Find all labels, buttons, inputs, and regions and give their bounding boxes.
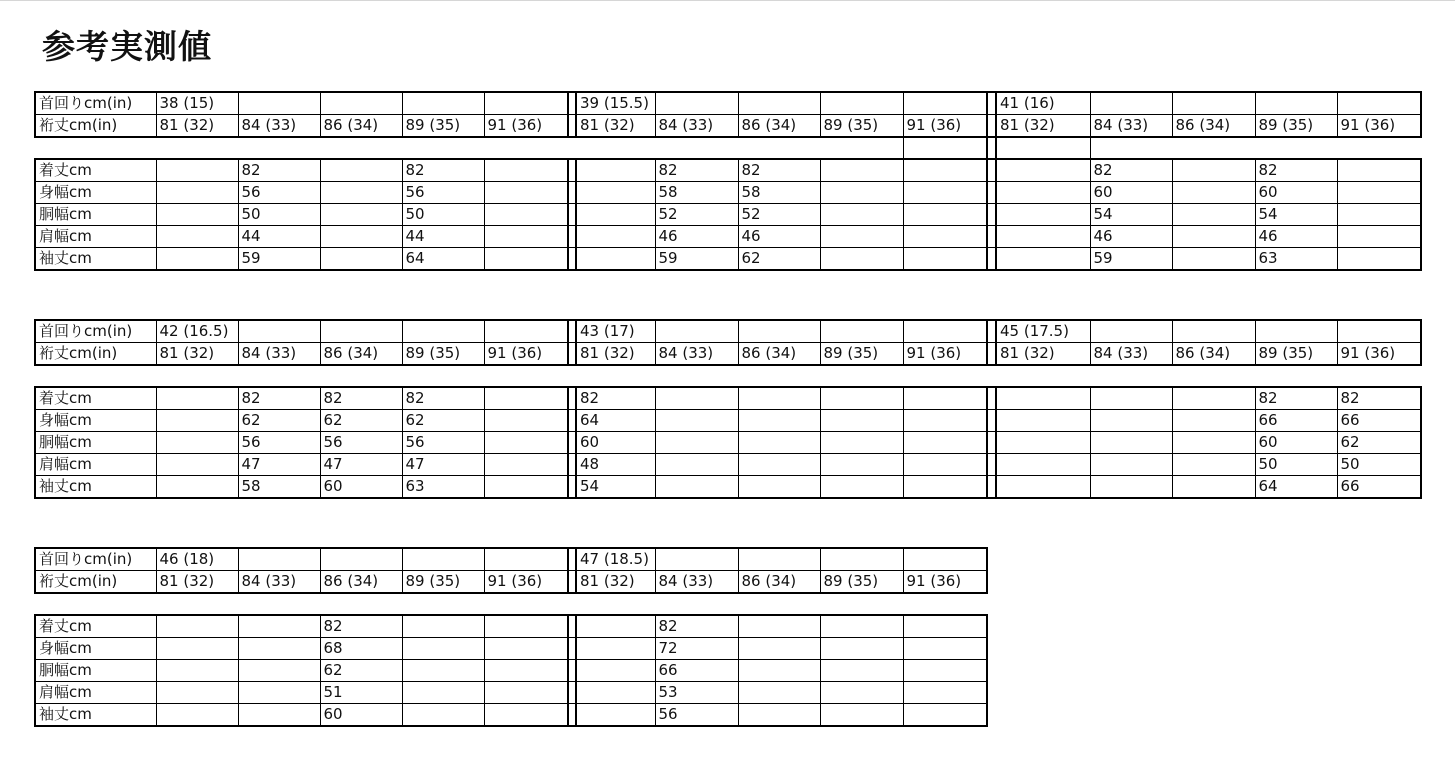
measure-label: 身幅cm: [35, 410, 156, 432]
sleeve-size: 86 (34): [320, 571, 402, 594]
sleeve-size: 86 (34): [320, 115, 402, 138]
sleeve-size: 86 (34): [738, 115, 820, 138]
measure-label: 胴幅cm: [35, 432, 156, 454]
sleeve-size: 91 (36): [903, 343, 987, 366]
neck-size: 38 (15): [156, 92, 238, 115]
sleeve-size: 84 (33): [655, 571, 738, 594]
sleeve-size: 91 (36): [484, 571, 568, 594]
sleeve-size: 84 (33): [1090, 343, 1172, 366]
page-title: 参考実測値: [42, 27, 212, 66]
measure-label: 肩幅cm: [35, 454, 156, 476]
measurement-band-3: 首回りcm(in) 46 (18) 47 (18.5) 裄丈cm(in) 81 (32) 84 (33) 86 (34) 89 (35) 91 (36) 81 (32) 84 (33) 86 (34) 89 (35) 91 (36) 着丈cm 82 82 身幅cm 68 72 胴幅cm 62 66 肩幅cm 51 53 袖丈cm 60 56: [34, 547, 988, 727]
measure-label: 着丈cm: [35, 615, 156, 638]
sleeve-size: 89 (35): [820, 115, 903, 138]
measure-label: 身幅cm: [35, 638, 156, 660]
sleeve-length-label: 裄丈cm(in): [35, 343, 156, 366]
neck-size: 46 (18): [156, 548, 238, 571]
sleeve-size: 86 (34): [320, 343, 402, 366]
measurement-band-1: 首回りcm(in) 38 (15) 39 (15.5) 41 (16) 裄丈cm(in) 81 (32) 84 (33) 86 (34) 89 (35) 91 (36) 81 (32) 84 (33) 86 (34) 89 (35) 91 (36) 81 (32) 84 (33) 86 (34) 89 (35) 91 (36) 着丈cm 82 82 82 82 82 82 身幅cm 56 56 58 58 60 60 胴幅cm 50 50 52 52 54 54 肩幅cm 44 44 46 46 46 46 袖丈cm 59 64 59 62 59 63: [34, 91, 1422, 271]
neck-size: 45 (17.5): [996, 320, 1090, 343]
sleeve-size: 89 (35): [820, 571, 903, 594]
sleeve-size: 81 (32): [156, 343, 238, 366]
sleeve-size: 91 (36): [1337, 343, 1421, 366]
sleeve-size: 81 (32): [576, 115, 655, 138]
sleeve-size: 91 (36): [484, 115, 568, 138]
top-divider: [0, 0, 1455, 1]
neck-size: 41 (16): [996, 92, 1090, 115]
measure-label: 身幅cm: [35, 182, 156, 204]
sleeve-size: 81 (32): [996, 115, 1090, 138]
sleeve-size: 91 (36): [1337, 115, 1421, 138]
measure-label: 袖丈cm: [35, 704, 156, 727]
measure-label: 肩幅cm: [35, 226, 156, 248]
measurement-band-2: 首回りcm(in) 42 (16.5) 43 (17) 45 (17.5) 裄丈cm(in) 81 (32) 84 (33) 86 (34) 89 (35) 91 (36) 81 (32) 84 (33) 86 (34) 89 (35) 91 (36) 81 (32) 84 (33) 86 (34) 89 (35) 91 (36) 着丈cm 82 82 82 82 82 82 身幅cm 62 62 62 64 66 66 胴幅cm 56 56 56 60 60 62 肩幅cm 47 47 47 48 50 50 袖丈cm 58 60 63 54 64 66: [34, 319, 1422, 499]
sleeve-size: 84 (33): [655, 343, 738, 366]
sleeve-size: 91 (36): [903, 571, 987, 594]
sleeve-size: 89 (35): [402, 571, 484, 594]
measure-label: 袖丈cm: [35, 476, 156, 499]
sleeve-size: 81 (32): [156, 115, 238, 138]
sleeve-length-label: 裄丈cm(in): [35, 571, 156, 594]
sleeve-size: 84 (33): [238, 343, 320, 366]
sleeve-size: 89 (35): [402, 343, 484, 366]
sleeve-size: 84 (33): [238, 115, 320, 138]
sleeve-size: 86 (34): [738, 571, 820, 594]
neck-size: 42 (16.5): [156, 320, 238, 343]
measure-label: 胴幅cm: [35, 204, 156, 226]
sleeve-size: 86 (34): [1172, 343, 1255, 366]
sleeve-size: 91 (36): [903, 115, 987, 138]
neck-label: 首回りcm(in): [35, 320, 156, 343]
sleeve-size: 89 (35): [1255, 115, 1337, 138]
neck-size: 47 (18.5): [576, 548, 655, 571]
sleeve-size: 89 (35): [402, 115, 484, 138]
sleeve-size: 81 (32): [156, 571, 238, 594]
sleeve-size: 91 (36): [484, 343, 568, 366]
sleeve-size: 81 (32): [576, 571, 655, 594]
sleeve-size: 81 (32): [996, 343, 1090, 366]
sleeve-size: 81 (32): [576, 343, 655, 366]
sleeve-size: 89 (35): [1255, 343, 1337, 366]
sleeve-size: 84 (33): [655, 115, 738, 138]
neck-label: 首回りcm(in): [35, 548, 156, 571]
measure-label: 着丈cm: [35, 387, 156, 410]
neck-size: 39 (15.5): [576, 92, 655, 115]
neck-label: 首回りcm(in): [35, 92, 156, 115]
sleeve-size: 84 (33): [238, 571, 320, 594]
neck-size: 43 (17): [576, 320, 655, 343]
sleeve-size: 86 (34): [1172, 115, 1255, 138]
sleeve-size: 84 (33): [1090, 115, 1172, 138]
measure-label: 肩幅cm: [35, 682, 156, 704]
sleeve-size: 89 (35): [820, 343, 903, 366]
sleeve-length-label: 裄丈cm(in): [35, 115, 156, 138]
measure-label: 胴幅cm: [35, 660, 156, 682]
sleeve-size: 86 (34): [738, 343, 820, 366]
measure-label: 袖丈cm: [35, 248, 156, 271]
measure-label: 着丈cm: [35, 159, 156, 182]
